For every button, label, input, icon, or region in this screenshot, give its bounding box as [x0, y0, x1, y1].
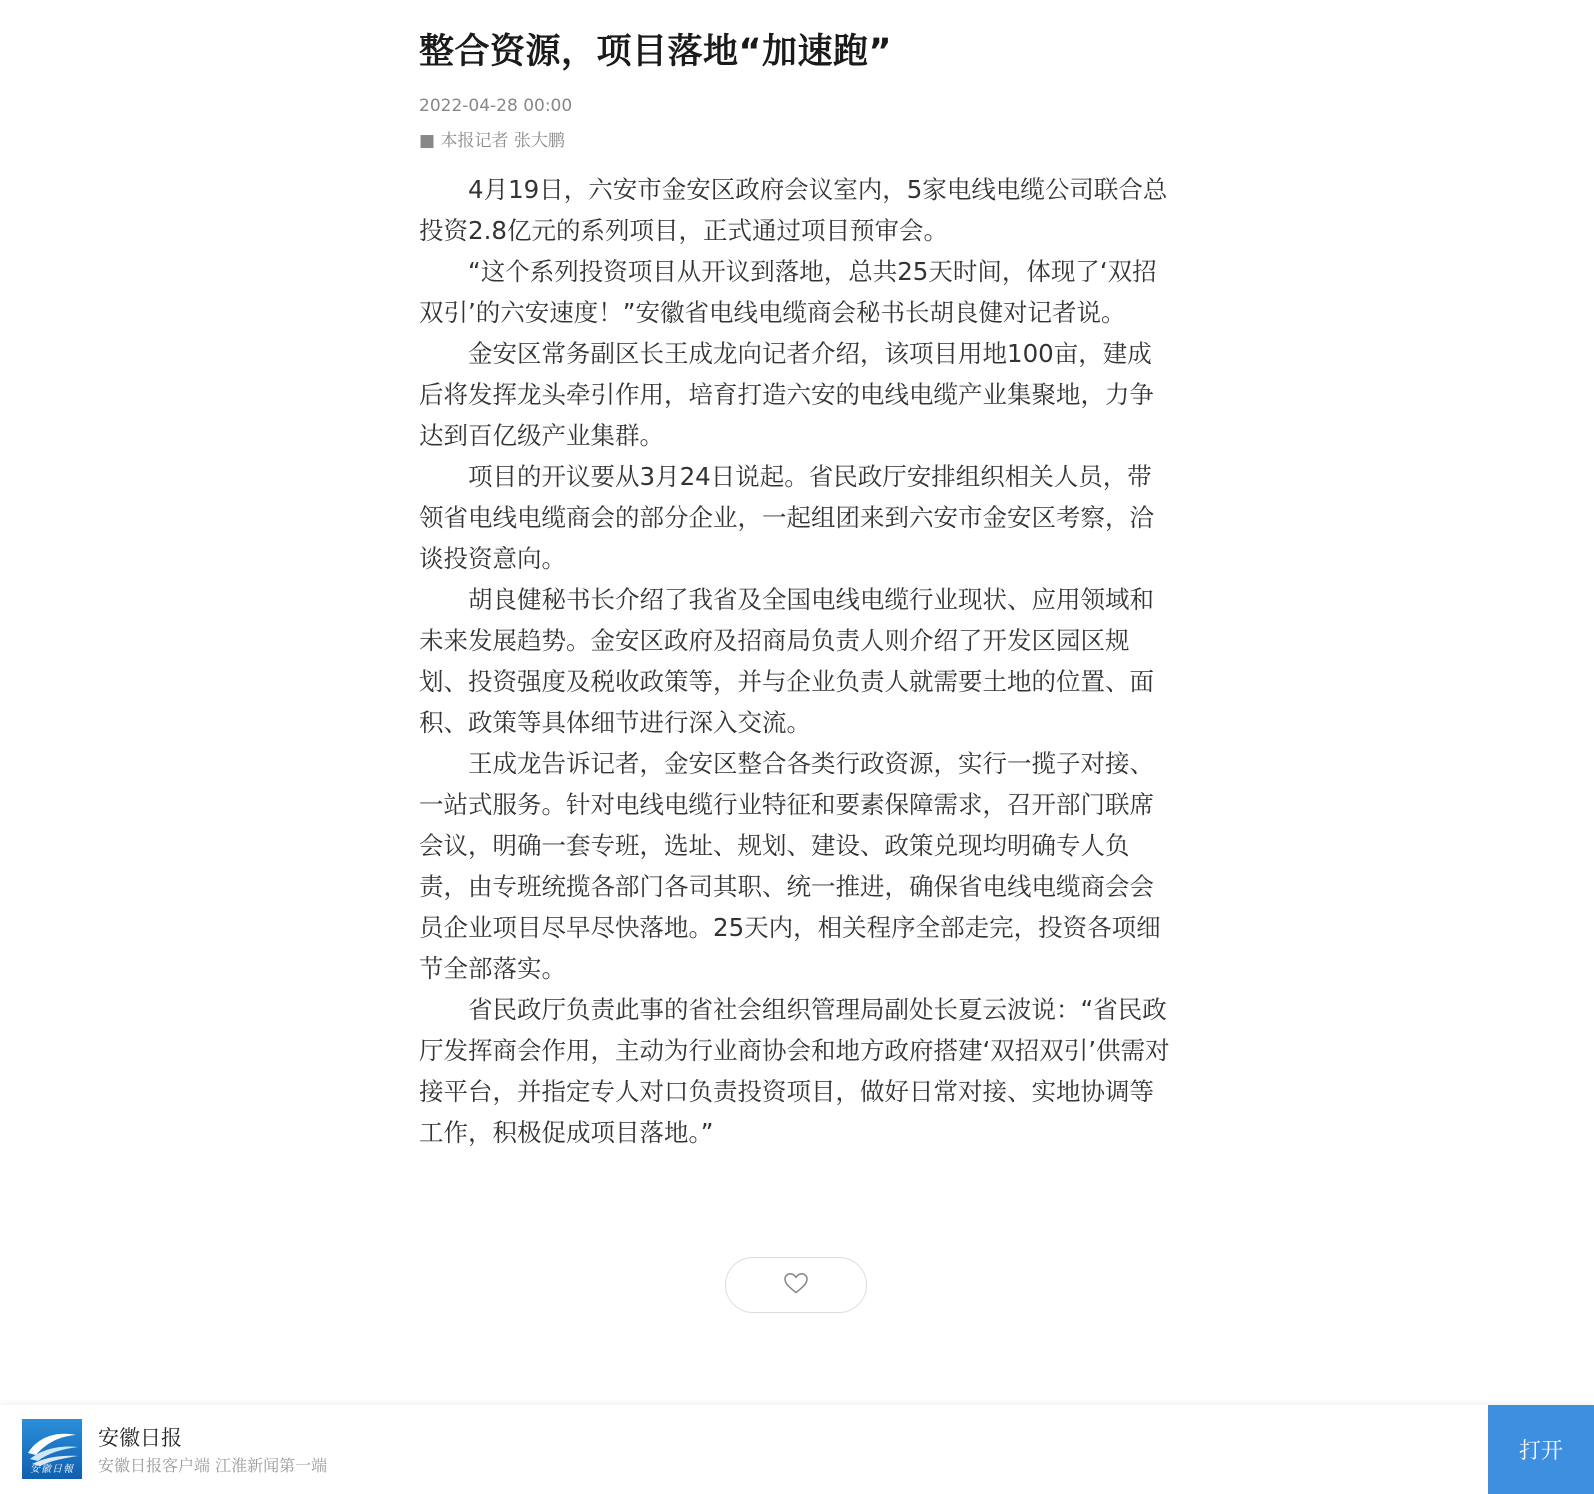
- byline: ■ 本报记者 张大鹏: [419, 131, 565, 151]
- publish-date: 2022-04-28 00:00: [419, 96, 573, 116]
- paragraph: “这个系列投资项目从开议到落地，总共25天时间，体现了‘双招双引’的六安速度！”安徽省电线电缆商会秘书长胡良健对记者说。: [419, 257, 1157, 327]
- paragraph: 4月19日，六安市金安区政府会议室内，5家电线电缆公司联合总投资2.8亿元的系列项目，正式通过项目预审会。: [419, 175, 1168, 245]
- app-slogan: 安徽日报客户端 江淮新闻第一端: [98, 1456, 328, 1475]
- app-name: 安徽日报: [98, 1426, 182, 1450]
- heart-outline-icon: [783, 1271, 809, 1299]
- open-app-button[interactable]: 打开: [1488, 1405, 1594, 1494]
- paragraph: 省民政厅负责此事的省社会组织管理局副处长夏云波说：“省民政厅发挥商会作用，主动为行业商协会和地方政府搭建‘双招双引’供需对接平台，并指定专人对口负责投资项目，做好日常对接、实地协调等工作，积极促成项目落地。”: [419, 995, 1170, 1147]
- app-download-bar: [0, 1405, 1594, 1494]
- app-logo: [22, 1419, 82, 1479]
- app-logo-text: 安徽日報: [30, 1464, 74, 1475]
- paragraph: 胡良健秘书长介绍了我省及全国电线电缆行业现状、应用领域和未来发展趋势。金安区政府及招商局负责人则介绍了开发区园区规划、投资强度及税收政策等，并与企业负责人就需要土地的位置、面积、政策等具体细节进行深入交流。: [419, 585, 1154, 737]
- paragraph: 金安区常务副区长王成龙向记者介绍，该项目用地100亩，建成后将发挥龙头牵引作用，培育打造六安的电线电缆产业集聚地，力争达到百亿级产业集群。: [419, 339, 1154, 450]
- paragraph: 王成龙告诉记者，金安区整合各类行政资源，实行一揽子对接、一站式服务。针对电线电缆行业特征和要素保障需求，召开部门联席会议，明确一套专班，选址、规划、建设、政策兑现均明确专人负责，由专班统揽各部门各司其职、统一推进，确保省电线电缆商会会员企业项目尽早尽快落地。25天内，相关程序全部走完，投资各项细节全部落实。: [419, 749, 1161, 983]
- article: [419, 22, 1174, 1153]
- like-button[interactable]: [725, 1257, 867, 1313]
- paragraph: 项目的开议要从3月24日说起。省民政厅安排组织相关人员，带领省电线电缆商会的部分企业，一起组团来到六安市金安区考察，洽谈投资意向。: [419, 462, 1154, 573]
- article-title: 整合资源，项目落地“加速跑”: [419, 32, 893, 72]
- article-body: [419, 169, 1174, 1153]
